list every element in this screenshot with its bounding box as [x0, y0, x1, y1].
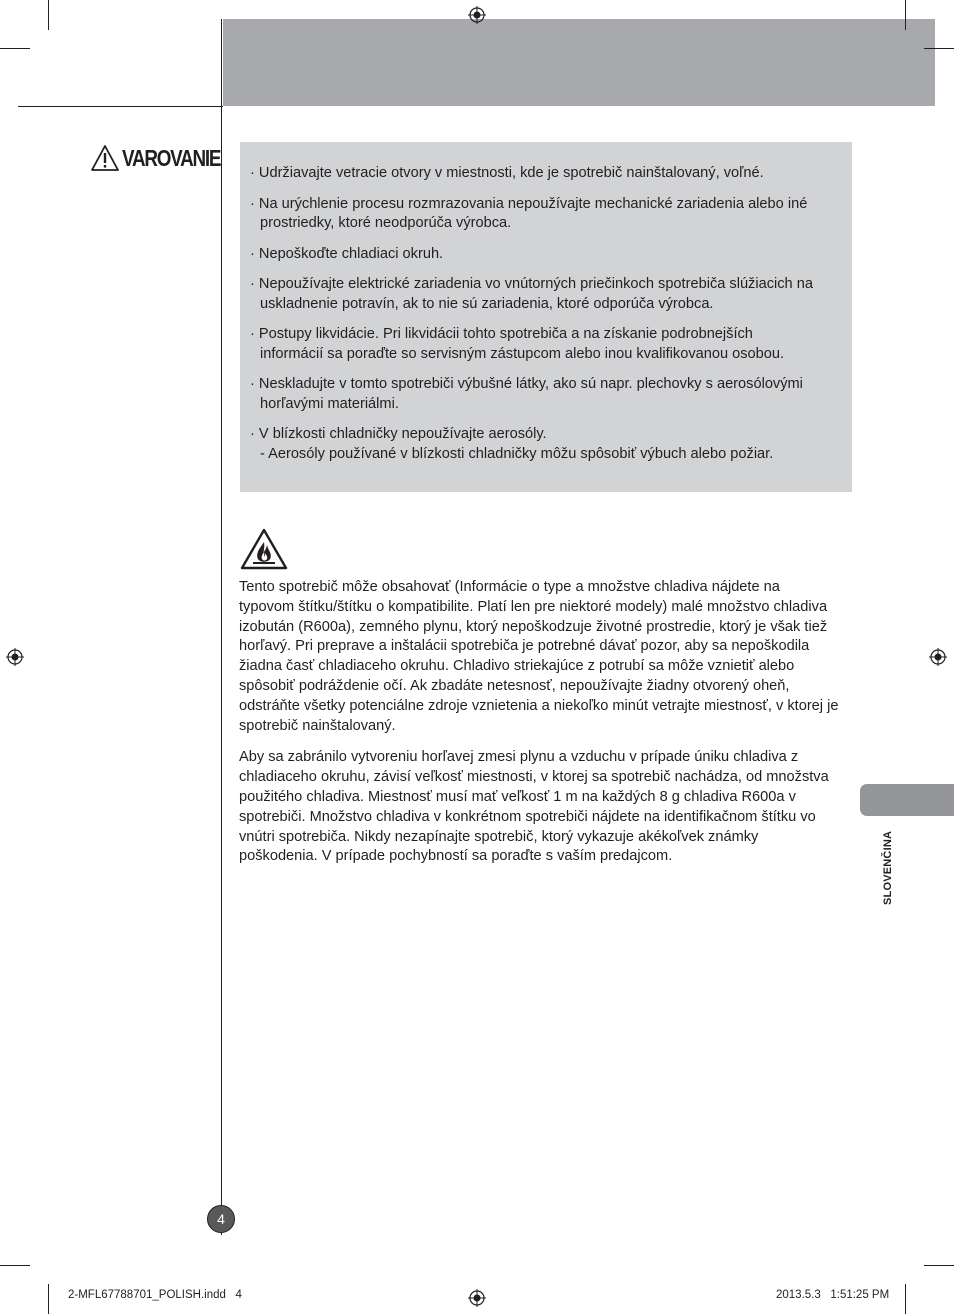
page-number: 4: [207, 1205, 235, 1233]
crop-mark: [0, 1265, 30, 1266]
crop-mark: [924, 1265, 954, 1266]
crop-mark: [0, 48, 30, 49]
paragraph: Tento spotrebič môže obsahovať (Informácie o type a množstve chladiva nájdete na typovom štítku/štítku o kompatibilite. Platí len pre niektoré modely) malé množstvo chladiva izobután (R600a), zemného plynu, ktorý nepoškodzuje životné prostredie, ktorý je však tiež horľavý. Pri preprave a inštalácii spotrebiča je potrebné dávať pozor, aby sa nepoškodila žiadna časť chladiaceho okruhu. Chladivo striekajúce z potrubí sa môže vznietiť alebo spôsobiť podráždenie očí. Ak zbadáte netesnosť, nepoužívajte žiadny otvorený oheň, odstráňte všetky potenciálne zdroje vznietenia a niekoľko minút vetrajte miestnosť, v ktorej je spotrebič nainštalovaný.: [239, 579, 839, 734]
warning-title: VAROVANIE: [122, 144, 221, 171]
header-rule: [18, 106, 223, 107]
registration-mark-icon: [468, 1289, 486, 1307]
vertical-rule: [221, 19, 222, 1235]
crop-mark: [905, 1284, 906, 1314]
flammable-icon: [240, 528, 288, 570]
body-text: [239, 578, 839, 879]
header-band: [223, 19, 935, 106]
language-tab: [860, 784, 954, 816]
registration-mark-icon: [929, 648, 947, 666]
crop-mark: [48, 0, 49, 30]
language-label: SLOVENČINA: [882, 830, 894, 905]
warning-triangle-icon: [90, 144, 120, 172]
registration-mark-icon: [468, 6, 486, 24]
list-item: · Na urýchlenie procesu rozmrazovania nepoužívajte mechanické zariadenia alebo iné prostriedky, ktoré neodporúča výrobca.: [250, 195, 808, 231]
warning-heading: [90, 144, 242, 172]
footer-timestamp: 2013.5.3 1:51:25 PM: [776, 1289, 890, 1301]
crop-mark: [905, 0, 906, 30]
warning-list: [240, 142, 852, 464]
list-item: · Nepoužívajte elektrické zariadenia vo vnútorných priečinkoch spotrebiča slúžiacich na uskladnenie potravín, ak to nie sú zariadenia, ktoré odporúča výrobca.: [250, 276, 813, 312]
list-item: · Postupy likvidácie. Pri likvidácii tohto spotrebiča a na získanie podrobnejších informácií sa poraďte so servisným zástupcom alebo inou kvalifikovanou osobou.: [250, 326, 785, 362]
registration-mark-icon: [6, 648, 24, 666]
crop-mark: [48, 1284, 49, 1314]
list-item: · Neskladujte v tomto spotrebiči výbušné látky, ako sú napr. plechovky s aerosólovými horľavými materiálmi.: [250, 376, 803, 412]
list-item: · V blízkosti chladničky nepoužívajte aerosóly. - Aerosóly používané v blízkosti chladničky môžu spôsobiť výbuch alebo požiar.: [250, 426, 774, 462]
footer-filename: 2-MFL67788701_POLISH.indd 4: [68, 1289, 242, 1301]
crop-mark: [924, 48, 954, 49]
list-item: · Udržiavajte vetracie otvory v miestnosti, kde je spotrebič nainštalovaný, voľné.: [250, 165, 764, 181]
warning-box: [240, 142, 852, 492]
paragraph: Aby sa zabránilo vytvoreniu horľavej zmesi plynu a vzduchu v prípade úniku chladiva z chladiaceho okruhu, závisí veľkosť miestnosti, v ktorej sa spotrebič nachádza, od množstva použitého chladiva. Miestnosť musí mať veľkosť 1 m na každých 8 g chladiva R600a v spotrebiči. Množstvo chladiva v konkrétnom spotrebiči nájdete na identifikačnom štítku vo vnútri spotrebiča. Nikdy nezapínajte spotrebič, ktorý vykazuje akékoľvek známky poškodenia. V prípade pochybností sa poraďte s vaším predajcom.: [239, 749, 829, 865]
list-item: · Nepoškoďte chladiaci okruh.: [250, 245, 444, 262]
